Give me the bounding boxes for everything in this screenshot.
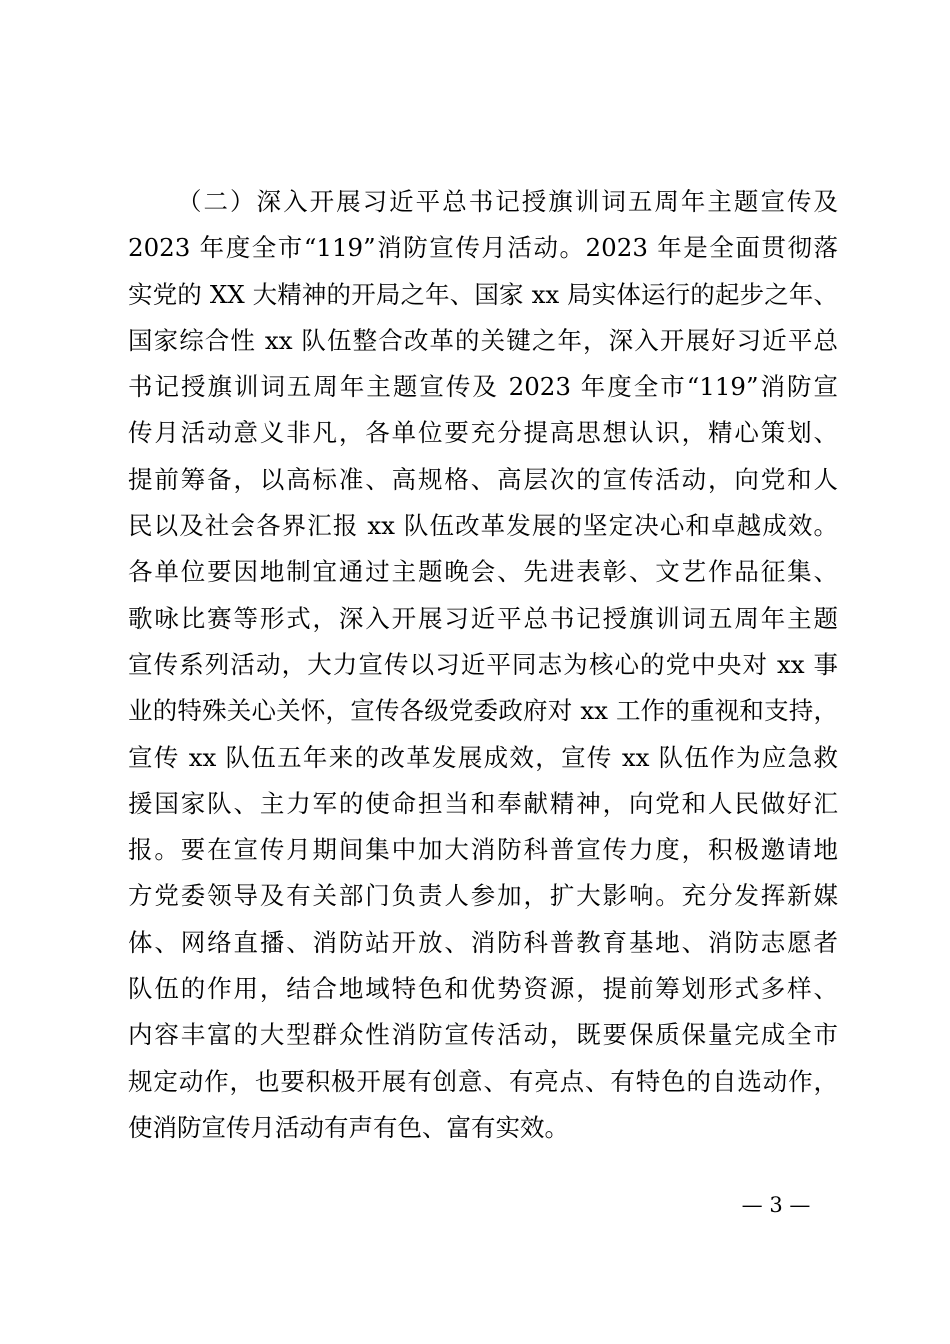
paragraph-line: 报。要在宣传月期间集中加大消防科普宣传力度，积极邀请地 — [128, 835, 838, 865]
paragraph-line: 内容丰富的大型群众性消防宣传活动，既要保质保量完成全市 — [128, 1020, 838, 1050]
paragraph-line: 歌咏比赛等形式，深入开展习近平总书记授旗训词五周年主题 — [128, 603, 838, 633]
paragraph-line: 使消防宣传月活动有声有色、富有实效。 — [128, 1112, 569, 1142]
paragraph-line: 业的特殊关心关怀，宣传各级党委政府对 xx 工作的重视和支持， — [128, 696, 838, 726]
paragraph-line: 各单位要因地制宜通过主题晚会、先进表彰、文艺作品征集、 — [128, 557, 838, 587]
paragraph-line: 队伍的作用，结合地域特色和优势资源，提前筹划形式多样、 — [128, 974, 838, 1004]
paragraph-line: 援国家队、主力军的使命担当和奉献精神，向党和人民做好汇 — [128, 788, 838, 818]
paragraph-line: 宣传系列活动，大力宣传以习近平同志为核心的党中央对 xx 事 — [128, 649, 838, 679]
paragraph-line: 规定动作，也要积极开展有创意、有亮点、有特色的自选动作， — [128, 1066, 838, 1096]
paragraph-line: 方党委领导及有关部门负责人参加，扩大影响。充分发挥新媒 — [128, 881, 838, 911]
paragraph-line: 提前筹备，以高标准、高规格、高层次的宣传活动，向党和人 — [128, 464, 838, 494]
page-number: — 3 — — [741, 1193, 811, 1217]
paragraph-line: 国家综合性 xx 队伍整合改革的关键之年，深入开展好习近平总 — [128, 325, 838, 355]
paragraph-line: 2023 年度全市“119”消防宣传月活动。2023 年是全面贯彻落 — [128, 233, 838, 263]
paragraph-line: 民以及社会各界汇报 xx 队伍改革发展的坚定决心和卓越成效。 — [128, 511, 838, 541]
paragraph-line: 传月活动意义非凡，各单位要充分提高思想认识，精心策划、 — [128, 418, 838, 448]
paragraph-line: （二）深入开展习近平总书记授旗训词五周年主题宣传及 — [177, 187, 838, 216]
paragraph-line: 实党的 XX 大精神的开局之年、国家 xx 局实体运行的起步之年、 — [128, 279, 838, 309]
paragraph-line: 宣传 xx 队伍五年来的改革发展成效，宣传 xx 队伍作为应急救 — [128, 742, 838, 772]
paragraph-line: 书记授旗训词五周年主题宣传及 2023 年度全市“119”消防宣 — [128, 372, 838, 402]
paragraph-line: 体、网络直播、消防站开放、消防科普教育基地、消防志愿者 — [128, 927, 838, 957]
body-paragraph — [128, 182, 838, 1154]
